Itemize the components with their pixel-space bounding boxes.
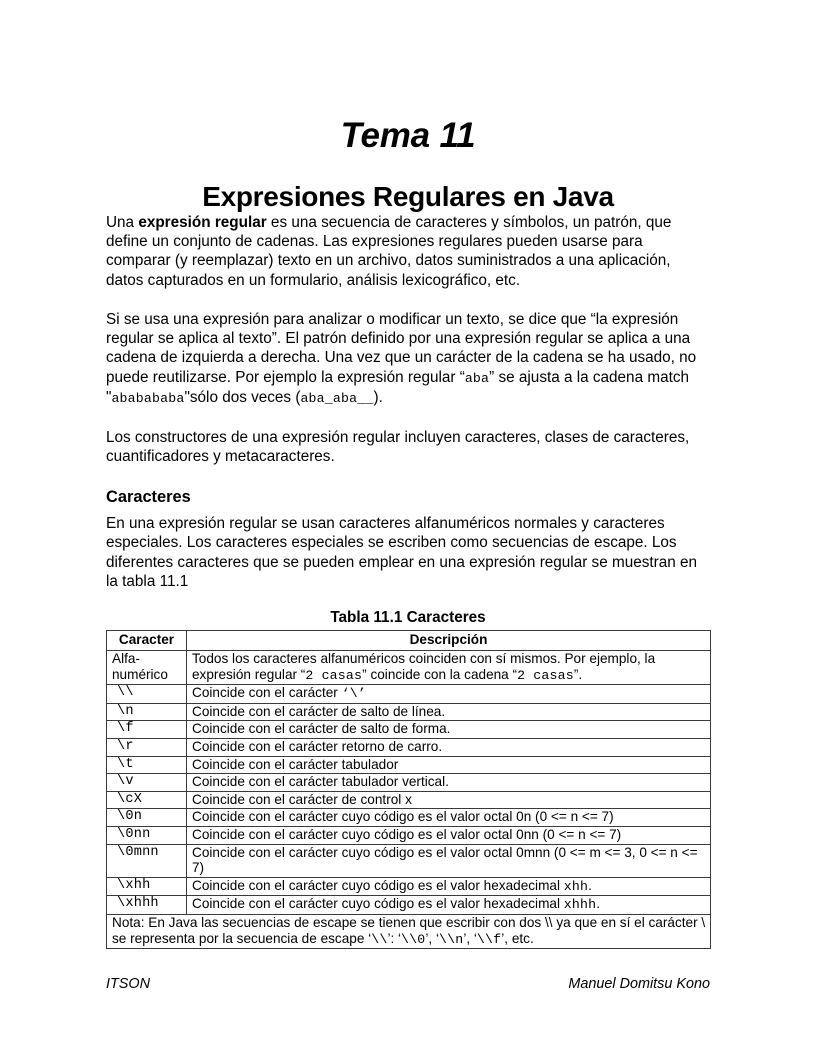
desc-text-a: Coincide con el carácter cuyo código es el valor octal 0nn (0 <= n <= 7): [192, 826, 622, 842]
paragraph-1-text-b: es una secuencia de caracteres y símbolos, un patrón, que define un conjunto de cadenas. Las expresiones regulares pueden usarse para comparar (y reemplazar) texto en un archivo, datos suministrados a una aplicación, datos capturados en un formulario, análisis lexicográfico, etc.: [106, 213, 672, 289]
document-content: [106, 0, 710, 949]
table-row: [107, 685, 711, 704]
characters-table: [106, 630, 711, 949]
note-code-2: \\0: [401, 931, 426, 947]
desc-code-1: ‘\’: [341, 686, 366, 702]
code-span-aba: aba: [464, 370, 490, 386]
section-heading-caracteres: Caracteres: [106, 487, 191, 506]
table-row: [107, 738, 711, 756]
table-cell-caracter: \v: [107, 774, 187, 792]
table-cell-caracter: \f: [107, 721, 187, 739]
paragraph-1: [106, 213, 710, 291]
paragraph-2-text-d: ).: [373, 389, 383, 407]
desc-code-1: 2 casas: [305, 667, 363, 683]
table-row: [107, 809, 711, 827]
note-text-a: Nota: En Java las secuencias de escape se tienen que escribir con dos \\ ya que en sí el carácter \ se representa por la secuencia de escape ‘: [112, 914, 706, 946]
note-text-b: ’: ‘: [387, 930, 402, 946]
document-title: Tema 11: [340, 116, 476, 155]
desc-text-b: ” coincide con la cadena “: [362, 666, 518, 682]
desc-code-1: xhh: [563, 878, 589, 894]
table-cell-caracter: \\: [107, 685, 187, 704]
desc-code-1: xhhh: [563, 897, 597, 913]
desc-text-a: Coincide con el carácter cuyo código es el valor hexadecimal: [192, 877, 564, 893]
table-row: [107, 703, 711, 721]
table-row: [107, 877, 711, 896]
paragraph-spacer: [106, 290, 710, 309]
note-code-4: \\f: [476, 931, 502, 947]
table-cell-descripcion: [187, 877, 711, 896]
table-cell-caracter: \0nn: [107, 826, 187, 844]
table-row: [107, 756, 711, 774]
desc-text-a: Todos los caracteres alfanuméricos coinciden con sí mismos. Por ejemplo, la expresión regular “: [192, 651, 656, 682]
desc-text-a: Coincide con el carácter cuyo código es el valor octal 0mnn (0 <= m <= 3, 0 <= n <= 7): [192, 844, 698, 876]
table-cell-descripcion: [187, 756, 711, 774]
table-cell-caracter: \cX: [107, 791, 187, 809]
table-row: [107, 774, 711, 792]
table-cell-descripcion: [187, 703, 711, 721]
table-header-descripcion: Descripción: [187, 631, 711, 651]
table-caption: Tabla 11.1 Caracteres: [330, 609, 486, 627]
paragraph-2: [106, 310, 710, 409]
note-text-d: ’, ‘: [463, 930, 477, 946]
code-span-ababababa: ababababa: [111, 391, 185, 407]
table-cell-caracter: \r: [107, 738, 187, 756]
code-span-aba-aba: aba_aba__: [300, 391, 374, 407]
footer-right-author: Manuel Domitsu Kono: [568, 976, 710, 992]
page-footer: [106, 975, 710, 993]
desc-text-a: Coincide con el carácter de control x: [192, 791, 412, 807]
table-cell-descripcion: [187, 826, 711, 844]
paragraph-spacer: [106, 409, 710, 428]
table-cell-descripcion: [187, 844, 711, 877]
desc-text-a: Coincide con el carácter cuyo código es el valor octal 0n (0 <= n <= 7): [192, 809, 614, 825]
table-cell-descripcion: [187, 809, 711, 827]
document-subtitle: Expresiones Regulares en Java: [202, 180, 614, 212]
desc-text-a: Coincide con el carácter cuyo código es el valor hexadecimal: [192, 896, 564, 912]
desc-text-c: ”.: [573, 666, 583, 682]
paragraph-2-text-c: "sólo dos veces (: [184, 389, 301, 407]
table-cell-caracter: \xhh: [107, 877, 187, 896]
table-cell-caracter: \t: [107, 756, 187, 774]
table-cell-caracter: \0mnn: [107, 844, 187, 877]
table-row: [107, 651, 711, 685]
desc-text-a: Coincide con el carácter retorno de carro.: [192, 738, 443, 754]
table-cell-descripcion: [187, 651, 711, 685]
desc-text-a: Coincide con el carácter: [192, 685, 342, 701]
desc-text-b: .: [596, 896, 601, 912]
note-text-e: ’, etc.: [501, 930, 534, 946]
table-header-caracter: Caracter: [107, 631, 187, 651]
table-cell-descripcion: [187, 738, 711, 756]
paragraph-1-text-a: Una: [106, 213, 139, 231]
paragraph-1-bold-term: expresión regular: [138, 213, 267, 231]
footer-left-institution: ITSON: [106, 976, 150, 992]
table-cell-descripcion: [187, 791, 711, 809]
table-row: [107, 721, 711, 739]
table-cell-caracter: Alfa- numérico: [107, 651, 187, 685]
note-code-1: \\: [371, 931, 388, 947]
desc-text-a: Coincide con el carácter tabulador vertical.: [192, 774, 449, 790]
table-row: [107, 896, 711, 915]
paragraph-4: En una expresión regular se usan caracteres alfanuméricos normales y caracteres especiales. Los caracteres especiales se escriben como secuencias de escape. Los diferentes caracteres que se pueden emplear en una expresión regular se muestran en la tabla 11.1: [106, 514, 697, 591]
table-row: [107, 791, 711, 809]
table-note-row: [107, 914, 711, 948]
desc-text-a: Coincide con el carácter de salto de forma.: [192, 721, 451, 737]
note-text-c: ’, ‘: [425, 930, 439, 946]
desc-code-2: 2 casas: [517, 667, 574, 683]
paragraph-2-text-a: Si se usa una expresión para analizar o modificar un texto, se dice que “la expresión regular se aplica al texto”. El patrón definido por una expresión regular se aplica a una cadena de izquierda a derecha. Una vez que un carácter de la cadena se ha usado, no puede reutilizarse. Por ejemplo la expresión regular “: [106, 310, 697, 386]
table-row: [107, 844, 711, 877]
table-body: [107, 651, 711, 915]
desc-text-a: Coincide con el carácter de salto de línea.: [192, 703, 446, 719]
table-cell-caracter: \xhhh: [107, 896, 187, 915]
desc-text-a: Coincide con el carácter tabulador: [192, 756, 399, 772]
paragraph-2-text-b: ” se ajusta a la cadena match ": [106, 368, 689, 407]
table-cell-caracter: \0n: [107, 809, 187, 827]
paragraph-3: Los constructores de una expresión regular incluyen caracteres, clases de caracteres, cuantificadores y metacaracteres.: [106, 428, 690, 466]
table-cell-descripcion: [187, 774, 711, 792]
table-cell-descripcion: [187, 721, 711, 739]
table-note-cell: [107, 914, 711, 948]
note-code-3: \\n: [438, 931, 464, 947]
table-header-row: [107, 631, 711, 651]
table-cell-descripcion: [187, 896, 711, 915]
table-cell-descripcion: [187, 685, 711, 704]
desc-text-b: .: [588, 877, 592, 893]
table-cell-caracter: \n: [107, 703, 187, 721]
table-row: [107, 826, 711, 844]
